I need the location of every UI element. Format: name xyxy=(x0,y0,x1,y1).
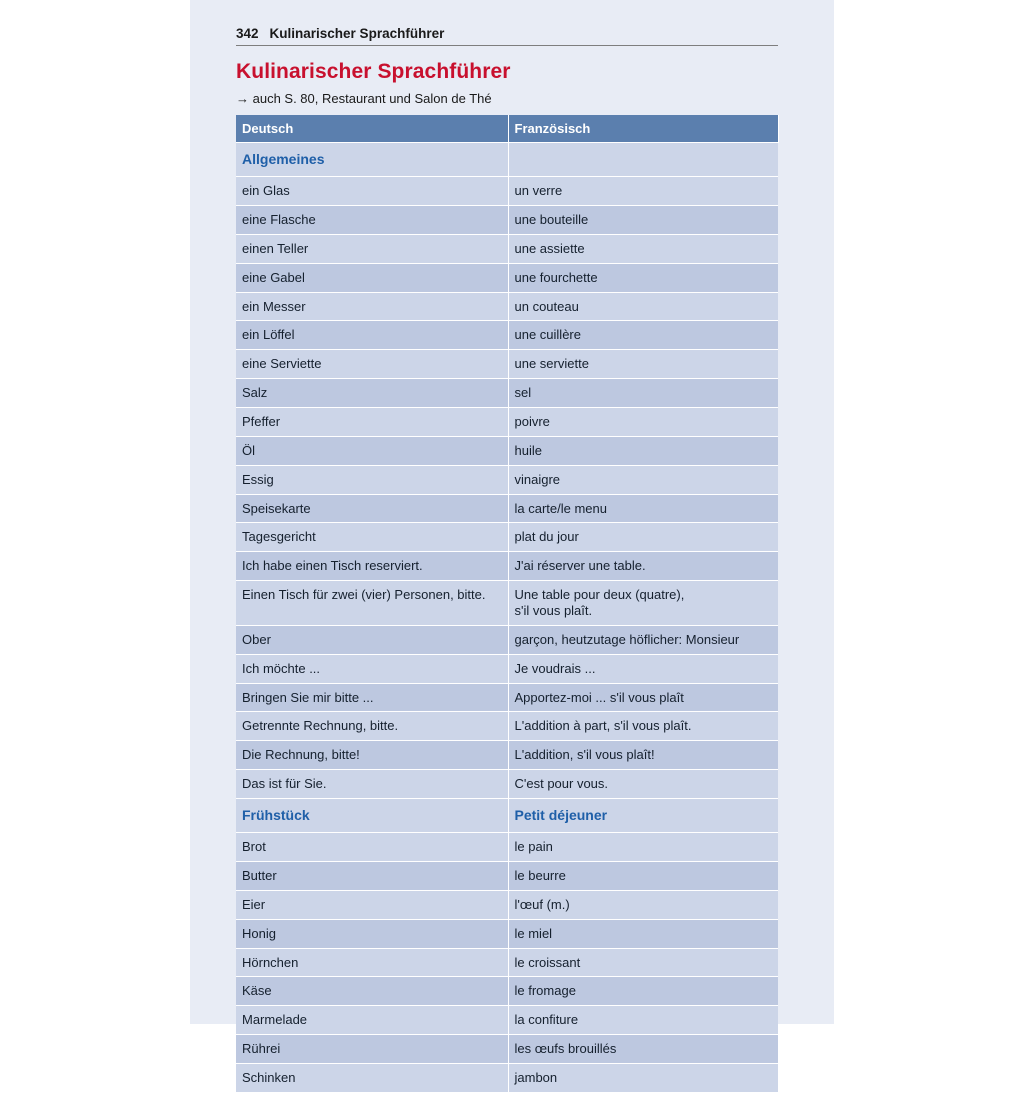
cell-french: jambon xyxy=(508,1063,778,1092)
cell-german: Bringen Sie mir bitte ... xyxy=(236,683,508,712)
cell-french: L'addition, s'il vous plaît! xyxy=(508,741,778,770)
cell-french: poivre xyxy=(508,407,778,436)
section-label-german: Frühstück xyxy=(236,798,508,832)
cell-german: Das ist für Sie. xyxy=(236,770,508,799)
running-head-chapter: Kulinarischer Sprachführer xyxy=(269,26,445,41)
cell-french: le beurre xyxy=(508,861,778,890)
cell-french: le pain xyxy=(508,833,778,862)
cell-german: einen Teller xyxy=(236,234,508,263)
section-label-french: Petit déjeuner xyxy=(508,798,778,832)
table-row xyxy=(236,263,778,292)
table-row xyxy=(236,234,778,263)
table-header-row xyxy=(236,115,778,143)
table-section-row xyxy=(236,798,778,832)
table-row xyxy=(236,741,778,770)
cell-german: Einen Tisch für zwei (vier) Personen, bitte. xyxy=(236,581,508,626)
cell-french: le miel xyxy=(508,919,778,948)
cell-french: un couteau xyxy=(508,292,778,321)
cell-german: Rührei xyxy=(236,1035,508,1064)
table-row xyxy=(236,292,778,321)
table-row xyxy=(236,1063,778,1092)
table-row xyxy=(236,948,778,977)
section-label-french xyxy=(508,143,778,177)
cell-french: un verre xyxy=(508,177,778,206)
cell-german: Die Rechnung, bitte! xyxy=(236,741,508,770)
cell-german: eine Flasche xyxy=(236,205,508,234)
cell-german: eine Gabel xyxy=(236,263,508,292)
cell-german: Brot xyxy=(236,833,508,862)
table-row xyxy=(236,770,778,799)
table-row xyxy=(236,205,778,234)
cell-french: une bouteille xyxy=(508,205,778,234)
table-row xyxy=(236,494,778,523)
table-row xyxy=(236,581,778,626)
cell-german: ein Löffel xyxy=(236,321,508,350)
table-row xyxy=(236,654,778,683)
page-content xyxy=(236,26,778,1093)
cell-german: Salz xyxy=(236,379,508,408)
cell-french: C'est pour vous. xyxy=(508,770,778,799)
table-row xyxy=(236,350,778,379)
cell-french: le croissant xyxy=(508,948,778,977)
cell-german: Öl xyxy=(236,436,508,465)
table-row xyxy=(236,523,778,552)
cell-german: ein Glas xyxy=(236,177,508,206)
cell-german: Pfeffer xyxy=(236,407,508,436)
page-title: Kulinarischer Sprachführer xyxy=(236,60,511,83)
cell-german: ein Messer xyxy=(236,292,508,321)
cell-german: Getrennte Rechnung, bitte. xyxy=(236,712,508,741)
table-row xyxy=(236,436,778,465)
table-row xyxy=(236,833,778,862)
cell-french: Une table pour deux (quatre), s'il vous plaît. xyxy=(508,581,778,626)
table-row xyxy=(236,1035,778,1064)
cell-french: Je voudrais ... xyxy=(508,654,778,683)
table-row xyxy=(236,861,778,890)
section-label-german: Allgemeines xyxy=(236,143,508,177)
cell-french: plat du jour xyxy=(508,523,778,552)
cell-french: la confiture xyxy=(508,1006,778,1035)
cell-german: Honig xyxy=(236,919,508,948)
cell-german: Tagesgericht xyxy=(236,523,508,552)
column-header-french: Französisch xyxy=(508,115,778,143)
vocabulary-table-body xyxy=(236,143,778,1093)
cell-french: garçon, heutzutage höflicher: Monsieur xyxy=(508,625,778,654)
cell-french: le fromage xyxy=(508,977,778,1006)
cell-german: eine Serviette xyxy=(236,350,508,379)
cell-german: Ober xyxy=(236,625,508,654)
table-row xyxy=(236,977,778,1006)
page-number: 342 xyxy=(236,26,259,41)
cell-french: la carte/le menu xyxy=(508,494,778,523)
table-row xyxy=(236,1006,778,1035)
cell-french: vinaigre xyxy=(508,465,778,494)
column-header-german: Deutsch xyxy=(236,115,508,143)
table-section-row xyxy=(236,143,778,177)
vocabulary-table xyxy=(236,115,779,1093)
cell-german: Schinken xyxy=(236,1063,508,1092)
cell-french: une assiette xyxy=(508,234,778,263)
table-row xyxy=(236,552,778,581)
cell-french: L'addition à part, s'il vous plaît. xyxy=(508,712,778,741)
cell-german: Essig xyxy=(236,465,508,494)
cell-german: Ich möchte ... xyxy=(236,654,508,683)
table-row xyxy=(236,625,778,654)
cell-german: Speisekarte xyxy=(236,494,508,523)
cell-french: une cuillère xyxy=(508,321,778,350)
table-row xyxy=(236,465,778,494)
cell-german: Ich habe einen Tisch reserviert. xyxy=(236,552,508,581)
cell-french: sel xyxy=(508,379,778,408)
table-row xyxy=(236,321,778,350)
running-head xyxy=(236,26,778,46)
cell-french: l'œuf (m.) xyxy=(508,890,778,919)
page-canvas xyxy=(190,0,834,1085)
table-row xyxy=(236,919,778,948)
cell-german: Marmelade xyxy=(236,1006,508,1035)
table-row xyxy=(236,890,778,919)
table-row xyxy=(236,407,778,436)
cross-reference-note: → auch S. 80, Restaurant und Salon de Thé xyxy=(236,91,492,106)
table-row xyxy=(236,712,778,741)
cell-french: Apportez-moi ... s'il vous plaît xyxy=(508,683,778,712)
cell-german: Eier xyxy=(236,890,508,919)
cell-french: une serviette xyxy=(508,350,778,379)
cell-german: Käse xyxy=(236,977,508,1006)
cell-german: Hörnchen xyxy=(236,948,508,977)
cell-german: Butter xyxy=(236,861,508,890)
table-row xyxy=(236,683,778,712)
cell-french: huile xyxy=(508,436,778,465)
table-row xyxy=(236,379,778,408)
cell-french: J'ai réserver une table. xyxy=(508,552,778,581)
table-row xyxy=(236,177,778,206)
cell-french: les œufs brouillés xyxy=(508,1035,778,1064)
cell-french: une fourchette xyxy=(508,263,778,292)
